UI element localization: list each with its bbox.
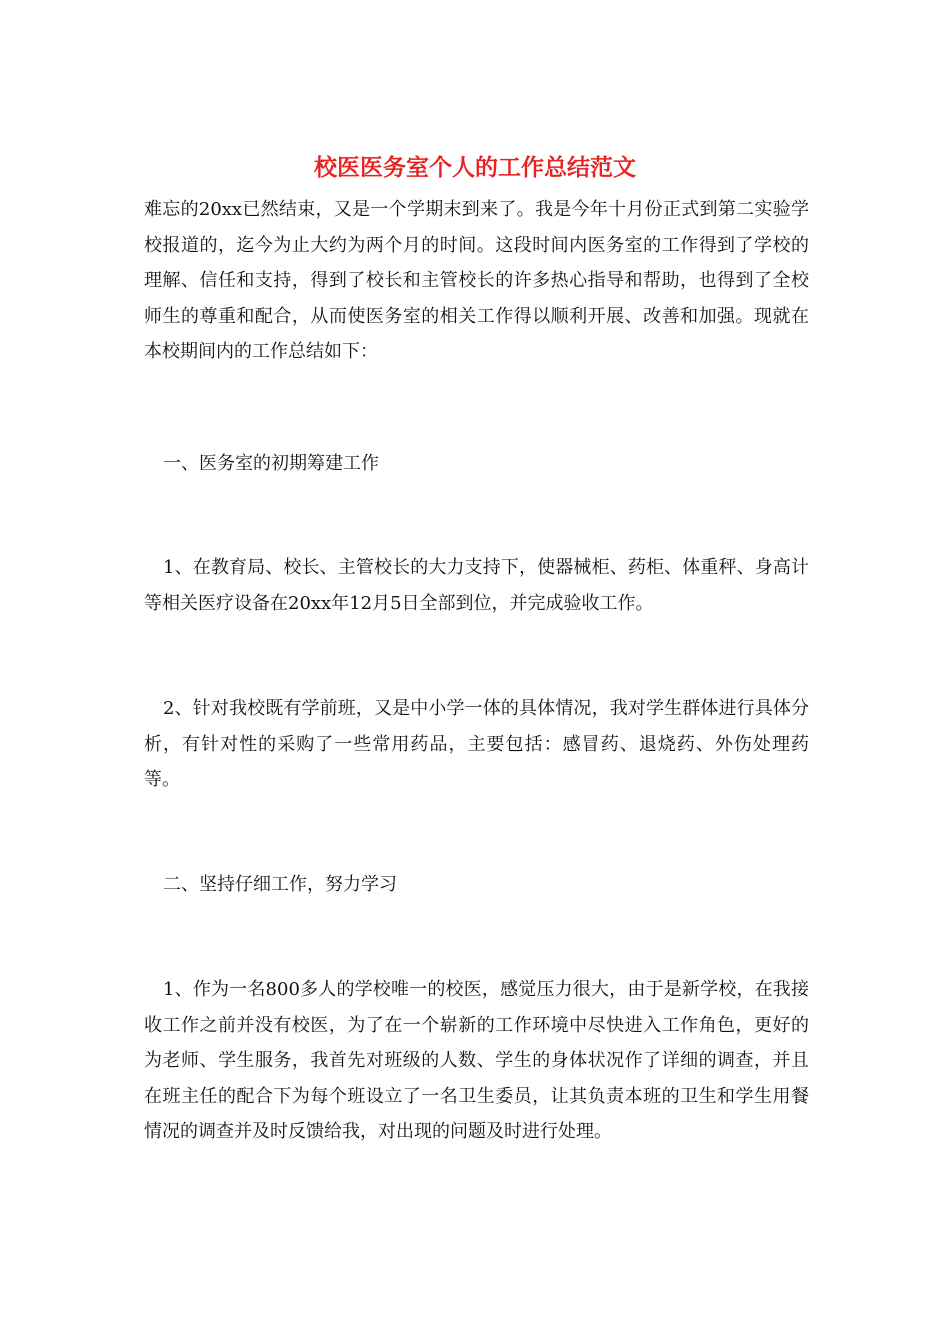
section-heading-2: 二、坚持仔细工作，努力学习 bbox=[163, 874, 397, 895]
section1-item-1: 1、在教育局、校长、主管校长的大力支持下，使器械柜、药柜、体重秤、身高计等相关医疗设备在20xx年12月5日全部到位，并完成验收工作。 bbox=[144, 557, 809, 614]
section1-item-2: 2、针对我校既有学前班，又是中小学一体的具体情况，我对学生群体进行具体分析，有针对性的采购了一些常用药品，主要包括：感冒药、退烧药、外伤处理药等。 bbox=[144, 698, 809, 790]
intro-paragraph: 难忘的20xx已然结束，又是一个学期末到来了。我是今年十月份正式到第二实验学校报道的，迄今为止大约为两个月的时间。这段时间内医务室的工作得到了学校的理解、信任和支持，得到了校长和主管校长的许多热心指导和帮助，也得到了全校师生的尊重和配合，从而使医务室的相关工作得以顺利开展、改善和加强。现就在本校期间内的工作总结如下： bbox=[144, 199, 809, 362]
section2-item-1: 1、作为一名800多人的学校唯一的校医，感觉压力很大，由于是新学校，在我接收工作之前并没有校医，为了在一个崭新的工作环境中尽快进入工作角色，更好的为老师、学生服务，我首先对班级的人数、学生的身体状况作了详细的调查，并且在班主任的配合下为每个班设立了一名卫生委员，让其负责本班的卫生和学生用餐情况的调查并及时反馈给我，对出现的问题及时进行处理。 bbox=[144, 979, 809, 1142]
document-title: 校医医务室个人的工作总结范文 bbox=[314, 154, 636, 181]
section-heading-1: 一、医务室的初期筹建工作 bbox=[163, 453, 379, 474]
